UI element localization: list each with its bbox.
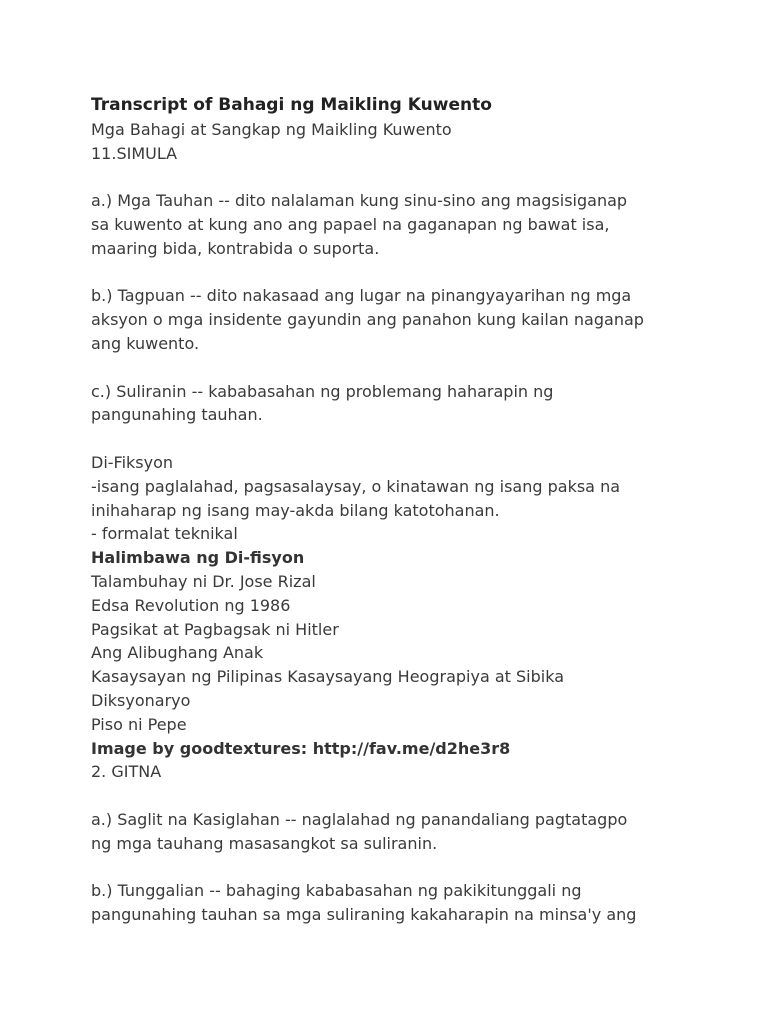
tauhan-line-2: sa kuwento at kung ano ang papael na gaganapan ng bawat isa, (91, 214, 610, 234)
tagpuan-line-3: ang kuwento. (91, 333, 200, 353)
tauhan-line-1: a.) Mga Tauhan -- dito nalalaman kung sinu-sino ang magsisiganap (91, 191, 628, 211)
tagpuan-line-2: aksyon o mga insidente gayundin ang panahon kung kailan naganap (91, 310, 644, 330)
example-item: Piso ni Pepe (91, 714, 187, 734)
example-item: Kasaysayan ng Pilipinas Kasaysayang Heograpiya at Sibika (91, 667, 564, 687)
example-item: Diksyonaryo (91, 690, 191, 710)
paragraph-spacer (91, 427, 751, 451)
example-item: Ang Alibughang Anak (91, 643, 264, 663)
paragraph-spacer (91, 856, 751, 880)
section-heading-simula: 11.SIMULA (91, 143, 178, 163)
saglit-line-1: a.) Saglit na Kasiglahan -- naglalahad ng panandaliang pagtatagpo (91, 809, 628, 829)
paragraph-spacer (91, 261, 751, 285)
document-page (91, 94, 751, 927)
image-credit: Image by goodtextures: http://fav.me/d2he3r8 (91, 738, 511, 758)
suliranin-line-1: c.) Suliranin -- kababasahan ng problemang haharapin ng (91, 381, 554, 401)
paragraph-spacer (91, 165, 751, 189)
tauhan-line-3: maaring bida, kontrabida o suporta. (91, 238, 380, 258)
example-item: Pagsikat at Pagbagsak ni Hitler (91, 619, 339, 639)
document-subtitle: Mga Bahagi at Sangkap ng Maikling Kuwento (91, 119, 452, 139)
tagpuan-line-1: b.) Tagpuan -- dito nakasaad ang lugar na pinangyayarihan ng mga (91, 286, 632, 306)
difiksyon-note: - formalat teknikal (91, 524, 238, 544)
difiksyon-definition-line-1: -isang paglalahad, pagsasalaysay, o kinatawan ng isang paksa na (91, 476, 621, 496)
example-item: Talambuhay ni Dr. Jose Rizal (91, 571, 316, 591)
section-heading-gitna: 2. GITNA (91, 762, 162, 782)
example-item: Edsa Revolution ng 1986 (91, 595, 291, 615)
difiksyon-heading: Di-Fiksyon (91, 452, 174, 472)
saglit-line-2: ng mga tauhang masasangkot sa suliranin. (91, 833, 438, 853)
tunggalian-line-1: b.) Tunggalian -- bahaging kababasahan ng pakikitunggali ng (91, 881, 582, 901)
paragraph-spacer (91, 356, 751, 380)
tunggalian-line-2: pangunahing tauhan sa mga suliraning kakaharapin na minsa'y ang (91, 905, 637, 925)
document-title: Transcript of Bahagi ng Maikling Kuwento (91, 95, 492, 115)
suliranin-line-2: pangunahing tauhan. (91, 405, 263, 425)
examples-heading: Halimbawa ng Di-fisyon (91, 548, 305, 568)
paragraph-spacer (91, 784, 751, 808)
difiksyon-definition-line-2: inihaharap ng isang may-akda bilang katotohanan. (91, 500, 500, 520)
